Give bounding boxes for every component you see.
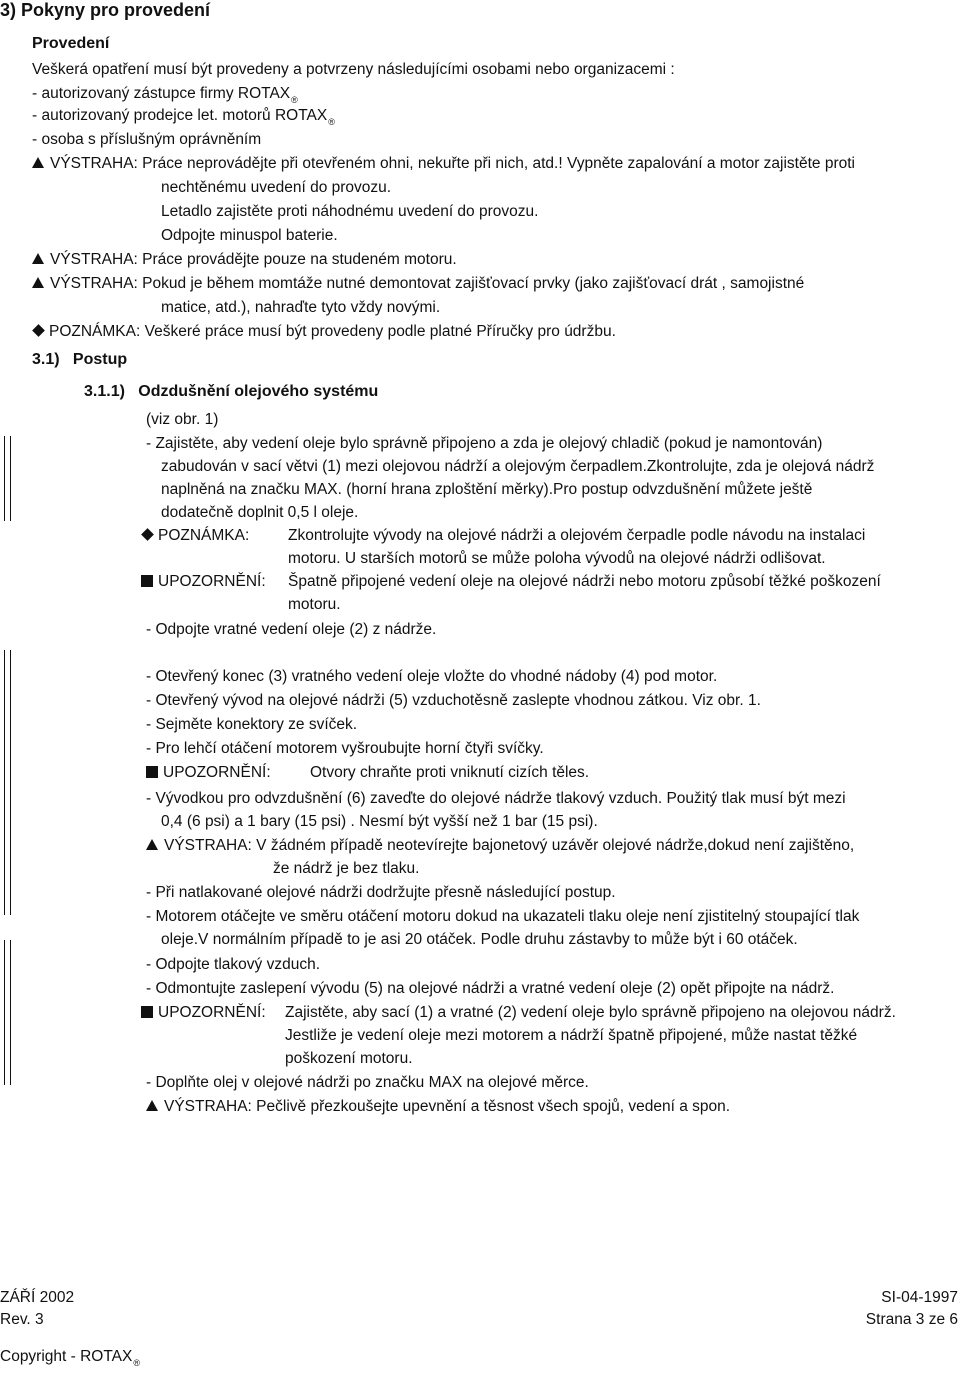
- change-bar: [4, 940, 5, 1085]
- caution-2-label: UPOZORNĚNÍ:: [163, 764, 271, 781]
- diamond-note-icon: [141, 528, 154, 541]
- caution-2: [146, 763, 271, 783]
- step-1-line-1: - Zajistěte, aby vedení oleje bylo správně připojeno a zda je olejový chladič (pokud je namontován): [146, 435, 823, 452]
- footer-date: ZÁŘÍ 2002: [0, 1289, 75, 1306]
- note-2-line-1: Zkontrolujte vývody na olejové nádrži a olejovém čerpadle podle návodu na instalaci: [288, 527, 866, 544]
- provedeni-item-1-text: - autorizovaný zástupce firmy ROTAX: [32, 85, 291, 102]
- warning-2-text: Práce provádějte pouze na studeném motoru.: [142, 251, 457, 268]
- caution-3-line-3: poškození motoru.: [285, 1050, 413, 1067]
- provedeni-heading: Provedení: [32, 35, 110, 52]
- triangle-warning-icon: [32, 157, 44, 168]
- note-1-text: Veškeré práce musí být provedeny podle platné Příručky pro údržbu.: [144, 323, 616, 340]
- registered-mark: ®: [328, 117, 335, 127]
- step-11: - Odmontujte zaslepení vývodu (5) na olejové nádrži a vratné vedení oleje (2) opět připojte na nádrž.: [146, 980, 835, 997]
- provedeni-intro: Veškerá opatření musí být provedeny a potvrzeny následujícími osobami nebo organizacemi :: [32, 61, 675, 78]
- caution-1: [141, 572, 266, 592]
- warning-3-line-2: matice, atd.), nahraďte tyto vždy novými.: [161, 299, 441, 316]
- provedeni-item-2-text: - autorizovaný prodejce let. motorů ROTAX: [32, 107, 328, 124]
- caution-3: [141, 1003, 266, 1023]
- footer-copyright: [0, 1347, 140, 1373]
- change-bar: [4, 650, 5, 915]
- warning-4-label: VÝSTRAHA:: [164, 837, 252, 854]
- step-7-line-1: - Vývodkou pro odvzdušnění (6) zaveďte do olejové nádrže tlakový vzduch. Použitý tlak musí být mezi: [146, 790, 846, 807]
- square-caution-icon: [141, 575, 153, 587]
- step-4: - Otevřený vývod na olejové nádrži (5) vzduchotěsně zaslepte vhodnou zátkou. Viz obr. 1.: [146, 692, 761, 709]
- registered-mark: ®: [291, 95, 298, 105]
- step-6: - Pro lehčí otáčení motorem vyšroubujte horní čtyři svíčky.: [146, 740, 544, 757]
- provedeni-item-3: - osoba s příslušným oprávněním: [32, 131, 262, 148]
- warning-1-line-4: Odpojte minuspol baterie.: [161, 227, 338, 244]
- step-1-line-3: naplněná na značku MAX. (horní hrana zploštění měrky).Pro postup odvzdušnění můžete ještě: [161, 481, 813, 498]
- caution-3-line-1: Zajistěte, aby sací (1) a vratné (2) vedení oleje bylo správně připojeno na olejovou nádrž.: [285, 1004, 896, 1021]
- postup-subheading: 3.1.1) Odzdušnění olejového systému: [84, 383, 379, 400]
- warning-3: [32, 274, 804, 294]
- triangle-warning-icon: [32, 253, 44, 264]
- step-12: - Doplňte olej v olejové nádrži po značku MAX na olejové měrce.: [146, 1074, 589, 1091]
- warning-3-label: VÝSTRAHA:: [50, 275, 138, 292]
- warning-2: [32, 250, 457, 270]
- step-7-line-2: 0,4 (6 psi) a 1 bary (15 psi) . Nesmí být vyšší než 1 bar (15 psi).: [161, 813, 598, 830]
- step-1-line-2: zabudován v sací větvi (1) mezi olejovou nádrží a olejovým čerpadlem.Zkontrolujte, zda je olejová nádrž: [161, 458, 875, 475]
- footer-page-number: Strana 3 ze 6: [865, 1311, 958, 1328]
- triangle-warning-icon: [32, 277, 44, 288]
- warning-4: [146, 836, 854, 856]
- caution-2-text: Otvory chraňte proti vniknutí cizích těles.: [310, 764, 590, 781]
- warning-5-label: VÝSTRAHA:: [164, 1098, 252, 1115]
- change-bar: [10, 940, 11, 1085]
- square-caution-icon: [146, 766, 158, 778]
- warning-4-line-2: že nádrž je bez tlaku.: [273, 860, 420, 877]
- step-3: - Otevřený konec (3) vratného vedení oleje vložte do vhodné nádoby (4) pod motor.: [146, 668, 718, 685]
- warning-2-label: VÝSTRAHA:: [50, 251, 138, 268]
- step-9-line-1: - Motorem otáčejte ve směru otáčení motoru dokud na ukazateli tlaku oleje není zjistitelný stoupající tlak: [146, 908, 860, 925]
- footer-doc-id: SI-04-1997: [881, 1289, 958, 1306]
- caution-1-line-2: motoru.: [288, 596, 341, 613]
- figure-ref: (viz obr. 1): [146, 411, 219, 428]
- square-caution-icon: [141, 1006, 153, 1018]
- warning-1: [32, 154, 855, 174]
- caution-3-line-2: Jestliže je vedení oleje mezi motorem a nádrží špatně připojené, může nastat těžké: [285, 1027, 858, 1044]
- provedeni-item-2: [32, 106, 335, 132]
- postup-heading: 3.1) Postup: [32, 351, 128, 368]
- warning-1-label: VÝSTRAHA:: [50, 155, 138, 172]
- warning-5-text: Pečlivě přezkoušejte upevnění a těsnost všech spojů, vedení a spon.: [256, 1098, 731, 1115]
- warning-1-line-2: nechtěnému uvedení do provozu.: [161, 179, 392, 196]
- warning-1-line-3: Letadlo zajistěte proti náhodnému uvedení do provozu.: [161, 203, 539, 220]
- note-1-label: POZNÁMKA:: [49, 323, 141, 340]
- note-2-label: POZNÁMKA:: [158, 527, 250, 544]
- warning-3-text: Pokud je během momtáže nutné demontovat zajišťovací prvky (jako zajišťovací drát , samojistné: [142, 275, 805, 292]
- change-bar: [10, 436, 11, 521]
- note-2-line-2: motoru. U starších motorů se může poloha vývodů na olejové nádrži odlišovat.: [288, 550, 826, 567]
- triangle-warning-icon: [146, 1100, 158, 1111]
- footer-copyright-text: Copyright - ROTAX: [0, 1348, 133, 1365]
- warning-1-text: Práce neprovádějte při otevřeném ohni, nekuřte při nich, atd.! Vypněte zapalování a motor zajistěte proti: [142, 155, 855, 172]
- step-5: - Sejměte konektory ze svíček.: [146, 716, 358, 733]
- footer-revision: Rev. 3: [0, 1311, 44, 1328]
- step-1-line-4: dodatečně doplnit 0,5 l oleje.: [161, 504, 359, 521]
- step-10: - Odpojte tlakový vzduch.: [146, 956, 321, 973]
- note-2: [141, 526, 249, 546]
- step-2: - Odpojte vratné vedení oleje (2) z nádrže.: [146, 621, 437, 638]
- triangle-warning-icon: [146, 839, 158, 850]
- change-bar: [10, 650, 11, 915]
- caution-1-label: UPOZORNĚNÍ:: [158, 573, 266, 590]
- warning-4-text: V žádném případě neotevírejte bajonetový uzávěr olejové nádrže,dokud není zajištěno,: [256, 837, 855, 854]
- diamond-note-icon: [32, 324, 45, 337]
- registered-mark: ®: [133, 1358, 140, 1368]
- note-1: [32, 322, 616, 342]
- warning-5: [146, 1097, 730, 1117]
- caution-3-label: UPOZORNĚNÍ:: [158, 1004, 266, 1021]
- change-bar: [4, 436, 5, 521]
- caution-1-line-1: Špatně připojené vedení oleje na olejové nádrži nebo motoru způsobí těžké poškození: [288, 573, 881, 590]
- section-title: 3) Pokyny pro provedení: [0, 0, 211, 20]
- step-9-line-2: oleje.V normálním případě to je asi 20 otáček. Podle druhu zástavby to může být i 60 otáček.: [161, 931, 798, 948]
- step-8: - Při natlakované olejové nádrži dodržujte přesně následující postup.: [146, 884, 616, 901]
